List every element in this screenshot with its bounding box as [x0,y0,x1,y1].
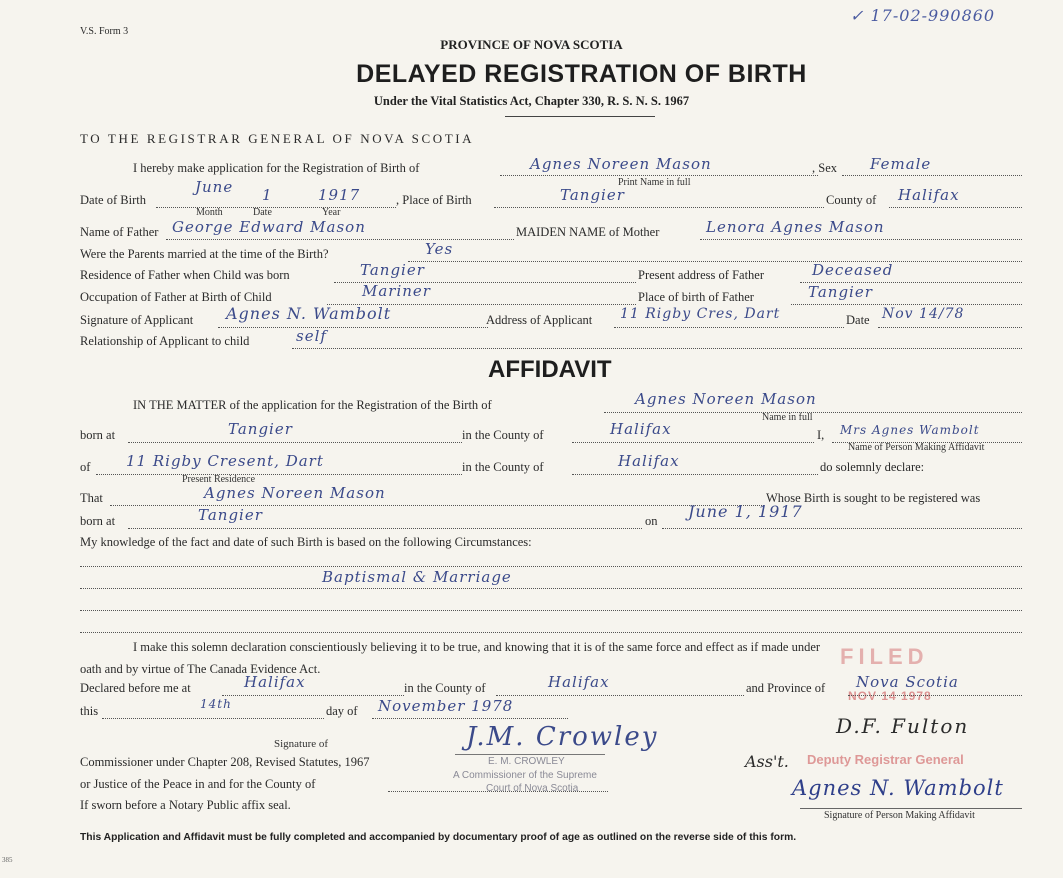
application-date-value: Nov 14/78 [882,306,965,322]
declared-label: Declared before me at [80,681,191,695]
declare-label: do solemnly declare: [820,460,925,474]
day-of-label: day of [326,704,358,718]
affiant-hint: Name of Person Making Affidavit [848,442,985,453]
name-full-hint: Name in full [762,412,813,423]
sig-applicant-label: Signature of Applicant [80,313,194,327]
registration-number: ✓ 17-02-990860 [850,6,996,25]
place-label: , Place of Birth [396,193,472,207]
that-label: That [80,491,103,505]
date-label: Date [846,313,870,327]
month-hint: Month [196,207,223,218]
title-rule [505,116,655,117]
matter-label: IN THE MATTER of the application for the Registration of the Birth of [133,398,492,412]
on-label: on [645,514,658,528]
in-county-label-3: in the County of [404,681,486,695]
mother-label: MAIDEN NAME of Mother [516,225,660,239]
dob-month-value: June [195,178,234,196]
declared-province-value: Nova Scotia [856,673,959,691]
born-at-value: Tangier [228,420,293,438]
res-father-value: Tangier [360,261,425,279]
sex-value: Female [870,155,932,173]
stamp-title-1: A Commissioner of the Supreme [453,770,597,781]
born-on-value: June 1, 1917 [688,502,803,521]
commissioner-signature: J.M. Crowley [466,722,659,752]
res-father-label: Residence of Father when Child was born [80,268,290,282]
notary-line: If sworn before a Notary Public affix seal. [80,798,291,812]
born-at-label: born at [80,428,116,442]
dob-year-value: 1917 [318,186,361,204]
occ-father-label: Occupation of Father at Birth of Child [80,290,272,304]
child-name-value: Agnes Noreen Mason [530,155,712,173]
present-father-label: Present address of Father [638,268,765,282]
declaration-line-1: I make this solemn declaration conscientiously believing it to be true, and knowing that it is of the same force and effect as if made under [133,640,821,654]
in-county-label: in the County of [462,428,544,442]
form-title: DELAYED REGISTRATION OF BIRTH [356,60,807,88]
residence-value: 11 Rigby Cresent, Dart [126,452,324,470]
sex-label: , Sex [812,161,837,175]
deputy-registrar-stamp: Deputy Registrar General [807,752,964,767]
married-label: Were the Parents married at the time of the Birth? [80,247,329,261]
registrar-signature: D.F. Fulton [836,714,970,738]
declared-county-value: Halifax [548,673,610,691]
mother-name-value: Lenora Agnes Mason [706,218,885,236]
born-at-label-2: born at [80,514,116,528]
print-code: 385 [2,856,13,864]
apply-label: I hereby make application for the Registration of Birth of [133,161,420,175]
father-label: Name of Father [80,225,159,239]
circumstances-value: Baptismal & Marriage [322,568,512,586]
relationship-value: self [296,327,327,345]
relationship-label: Relationship of Applicant to child [80,334,250,348]
addr-applicant-label: Address of Applicant [486,313,593,327]
pob-father-label: Place of birth of Father [638,290,754,304]
affiant-name-value: Mrs Agnes Wambolt [840,423,980,437]
of-label: of [80,460,91,474]
applicant-signature: Agnes N. Wambolt [226,304,392,323]
footer-notice: This Application and Affidavit must be fully completed and accompanied by documentary proof of age as outlined on the reverse side of this form. [80,832,797,843]
dob-day-value: 1 [262,186,273,204]
that-name-value: Agnes Noreen Mason [204,484,386,502]
pob-father-value: Tangier [808,283,873,301]
father-name-value: George Edward Mason [172,218,366,236]
asst-label: Ass't. [745,752,789,771]
addr-applicant-value: 11 Rigby Cres, Dart [620,306,781,322]
affiant-sig-hint: Signature of Person Making Affidavit [824,810,975,821]
filed-date-stamp: NOV 14 1978 [848,689,932,703]
this-label: this [80,704,99,718]
county-value: Halifax [898,186,960,204]
filed-stamp: FILED [840,644,929,669]
month-year-value: November 1978 [378,697,514,715]
date-hint: Date [253,207,272,218]
place-of-birth-value: Tangier [560,186,625,204]
i-label: I, [817,428,825,442]
county-label: County of [826,193,877,207]
dob-label: Date of Birth [80,193,146,207]
year-hint: Year [322,207,341,218]
form-subtitle: Under the Vital Statistics Act, Chapter 330, R. S. N. S. 1967 [373,94,690,108]
occ-father-value: Mariner [362,282,431,300]
declaration-line-2: oath and by virtue of The Canada Evidence Act. [80,662,321,676]
print-name-hint: Print Name in full [618,177,691,188]
stamp-title-2: Court of Nova Scotia [486,783,579,794]
aff-child-name-value: Agnes Noreen Mason [635,390,817,408]
born-at2-value: Tangier [198,506,263,524]
county2-value: Halifax [618,452,680,470]
aff-county-value: Halifax [610,420,672,438]
whose-birth-label: Whose Birth is sought to be registered was [766,491,981,505]
residence-hint: Present Residence [182,474,256,485]
married-value: Yes [425,240,454,258]
signature-of-label: Signature of [274,738,329,750]
declared-at-value: Halifax [244,673,306,691]
in-county-label-2: in the County of [462,460,544,474]
affiant-signature: Agnes N. Wambolt [792,776,1004,800]
affidavit-heading: AFFIDAVIT [488,356,612,383]
commissioner-line-1: Commissioner under Chapter 208, Revised Statutes, 1967 [80,755,370,769]
present-father-value: Deceased [812,261,894,279]
province-heading: PROVINCE OF NOVA SCOTIA [440,37,623,52]
knowledge-label: My knowledge of the fact and date of such Birth is based on the following Circumstances: [80,535,532,549]
form-number: V.S. Form 3 [80,26,129,37]
day-value: 14th [200,697,232,711]
to-registrar-line: TO THE REGISTRAR GENERAL OF NOVA SCOTIA [80,131,475,146]
province-label: and Province of [746,681,826,695]
stamp-name: E. M. CROWLEY [488,756,565,767]
commissioner-line-2: or Justice of the Peace in and for the County of [80,777,316,791]
